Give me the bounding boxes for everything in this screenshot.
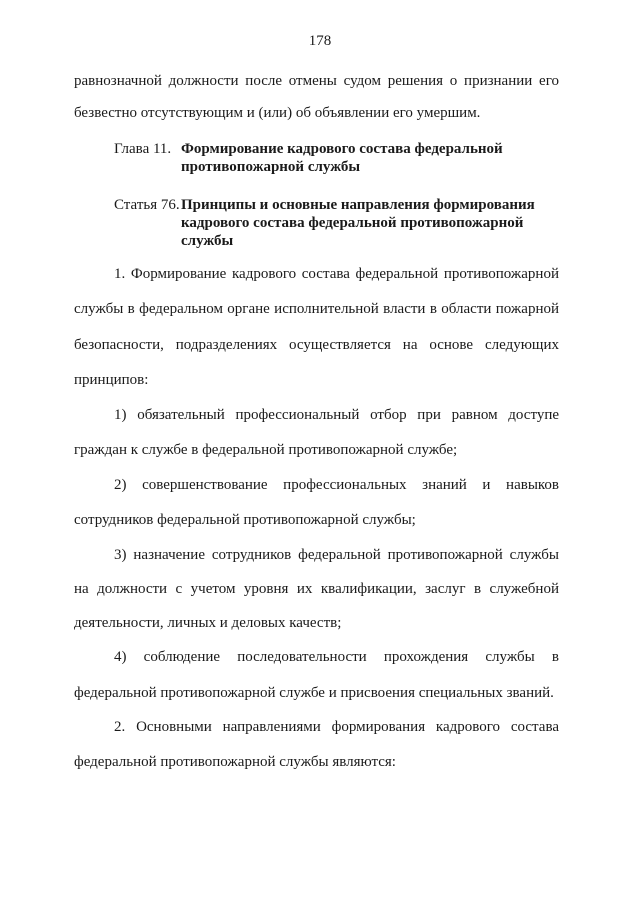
chapter-label: Глава 11. (114, 141, 172, 157)
list-item-line: 1) обязательный профессиональный отбор при равном доступе (114, 407, 559, 423)
paragraph-line: 2. Основными направлениями формирования кадрового состава (114, 719, 559, 735)
list-item-line: деятельности, личных и деловых качеств; (74, 615, 342, 631)
article-title-line: кадрового состава федеральной противопожарной (181, 215, 524, 231)
list-item-line: сотрудников федеральной противопожарной службы; (74, 512, 416, 528)
article-title-line: службы (181, 233, 234, 249)
continuation-line: равнозначной должности после отмены судом решения о признании его (74, 73, 559, 89)
chapter-title-line: противопожарной службы (181, 159, 361, 175)
article-label: Статья 76. (114, 197, 180, 213)
list-item-line: 3) назначение сотрудников федеральной противопожарной службы (114, 547, 559, 563)
list-item-line: 4) соблюдение последовательности прохождения службы в (114, 649, 559, 665)
paragraph-line: службы в федеральном органе исполнительной власти в области пожарной (74, 301, 559, 317)
paragraph-line: принципов: (74, 372, 149, 388)
paragraph-line: безопасности, подразделениях осуществляется на основе следующих (74, 337, 559, 353)
article-title-line: Принципы и основные направления формирования (181, 197, 535, 213)
list-item-line: граждан к службе в федеральной противопожарной службе; (74, 442, 458, 458)
page-number: 178 (308, 33, 332, 49)
chapter-title-line: Формирование кадрового состава федеральной (181, 141, 503, 157)
continuation-line: безвестно отсутствующим и (или) об объявлении его умершим. (74, 105, 481, 121)
list-item-line: 2) совершенствование профессиональных знаний и навыков (114, 477, 559, 493)
paragraph-line: федеральной противопожарной службы являются: (74, 754, 396, 770)
paragraph-line: 1. Формирование кадрового состава федеральной противопожарной (114, 266, 559, 282)
list-item-line: федеральной противопожарной службе и присвоения специальных званий. (74, 685, 554, 701)
list-item-line: на должности с учетом уровня их квалификации, заслуг в служебной (74, 581, 559, 597)
